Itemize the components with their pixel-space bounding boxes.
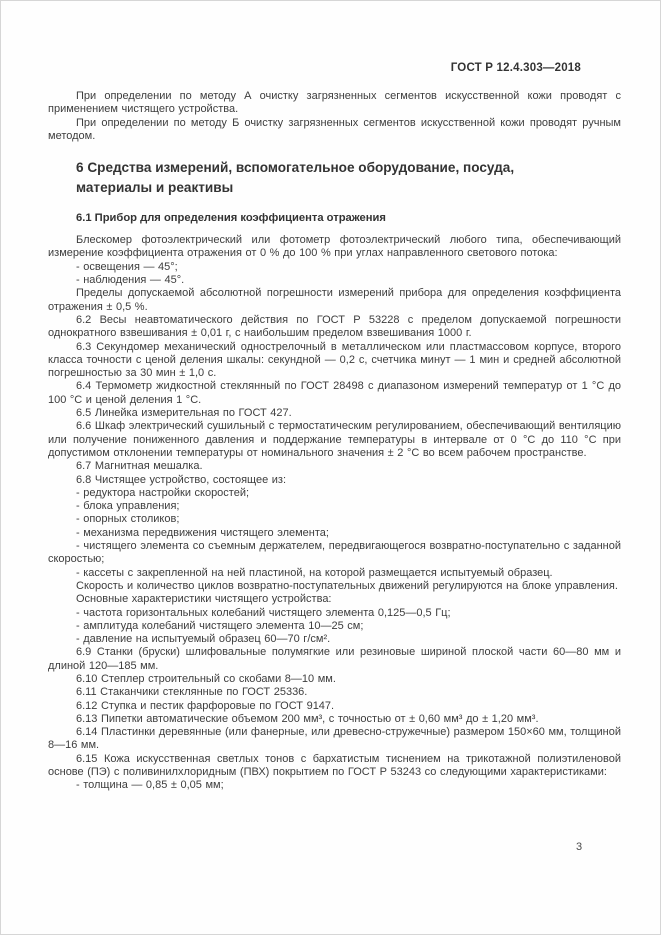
- list-item: - редуктора настройки скоростей;: [76, 486, 250, 499]
- paragraph: 6.10 Степлер строительный со скобами 8—10 мм.: [76, 672, 336, 685]
- paragraph: 6.8 Чистящее устройство, состоящее из:: [76, 473, 287, 486]
- list-item: - чистящего элемента со съемным держателем, передвигающегося возвратно-поступательно с заданной скоростью;: [48, 540, 621, 566]
- paragraph: 6.13 Пипетки автоматические объемом 200 мм³, с точностью от ± 0,60 мм³ до ± 1,20 мм³.: [76, 712, 539, 725]
- paragraph: 6.14 Пластинки деревянные (или фанерные, или древесно-стружечные) размером 150×60 мм, толщиной 8—16 мм.: [48, 726, 621, 752]
- paragraph: Скорость и количество циклов возвратно-поступательных движений регулируются на блоке управления.: [76, 579, 618, 592]
- list-item: - опорных столиков;: [76, 513, 180, 526]
- paragraph: 6.12 Ступка и пестик фарфоровые по ГОСТ 9147.: [76, 699, 335, 712]
- page-number: 3: [576, 841, 583, 853]
- list-item: - механизма передвижения чистящего элемента;: [76, 526, 329, 539]
- paragraph: Основные характеристики чистящего устройства:: [76, 593, 332, 606]
- list-item: - кассеты с закрепленной на ней пластиной, на которой размещается испытуемый образец.: [76, 566, 553, 579]
- paragraph: 6.3 Секундомер механический однострелочный в металлическом или пластмассовом корпусе, второго класса точности с ценой деления шкалы: секундной — 0,2 с, счетчика минут — 1 мин и средней абсолютной погрешностью за 30 мин ± 1,0 с.: [48, 340, 621, 380]
- paragraph: При определении по методу А очистку загрязненных сегментов искусственной кожи проводят с применением чистящего устройства.: [48, 90, 621, 116]
- section-heading: 6 Средства измерений, вспомогательное оборудование, посуда, материалы и реактивы: [76, 160, 515, 196]
- subsection-heading: 6.1 Прибор для определения коэффициента отражения: [76, 212, 386, 225]
- document-body: [48, 90, 621, 793]
- paragraph: 6.11 Стаканчики стеклянные по ГОСТ 25336.: [76, 686, 308, 699]
- paragraph: 6.9 Станки (бруски) шлифовальные полумягкие или резиновые шириной плоской части 60—80 мм и длиной 120—185 мм.: [48, 646, 621, 672]
- paragraph: 6.6 Шкаф электрический сушильный с термостатическим регулированием, обеспечивающий вентиляцию или получение пониженного давления и поддержание температуры в интервале от 0 °С до 110 °С при допустимом отклонении температуры от номинального значения ± 2 °С во всем рабочем пространстве.: [48, 420, 621, 459]
- list-item: - толщина — 0,85 ± 0,05 мм;: [76, 779, 224, 792]
- list-item: - давление на испытуемый образец 60—70 г/см².: [76, 633, 331, 646]
- paragraph: Блескомер фотоэлектрический или фотометр фотоэлектрический любого типа, обеспечивающий измерение коэффициента отражения от 0 % до 100 % при углах направленного светового потока:: [48, 234, 621, 260]
- list-item: - наблюдения — 45°.: [76, 274, 185, 287]
- paragraph: При определении по методу Б очистку загрязненных сегментов искусственной кожи проводят ручным методом.: [48, 116, 621, 142]
- document-header-designation: ГОСТ Р 12.4.303—2018: [450, 62, 581, 74]
- paragraph: Пределы допускаемой абсолютной погрешности измерений прибора для определения коэффициента отражения ± 0,5 %.: [48, 287, 621, 313]
- paragraph: 6.7 Магнитная мешалка.: [76, 460, 203, 473]
- paragraph: 6.4 Термометр жидкостной стеклянный по ГОСТ 28498 с диапазоном измерений температур от 1 °С до 100 °С и ценой деления 1 °С.: [48, 380, 621, 406]
- paragraph: 6.15 Кожа искусственная светлых тонов с бархатистым тиснением на трикотажной полиэтиленовой основе (ПЭ) с поливинилхлоридным (ПВХ) покрытием по ГОСТ Р 53243 со следующими характеристиками:: [48, 752, 621, 779]
- paragraph: 6.2 Весы неавтоматического действия по ГОСТ Р 53228 с пределом допускаемой погрешности однократного взвешивания ± 0,01 г, с наибольшим пределом взвешивания 1000 г.: [48, 313, 621, 340]
- paragraph: 6.5 Линейка измерительная по ГОСТ 427.: [76, 407, 292, 420]
- list-item: - блока управления;: [76, 500, 180, 513]
- list-item: - частота горизонтальных колебаний чистящего элемента 0,125—0,5 Гц;: [76, 606, 451, 619]
- list-item: - освещения — 45°;: [76, 260, 178, 273]
- list-item: - амплитуда колебаний чистящего элемента 10—25 см;: [76, 619, 364, 632]
